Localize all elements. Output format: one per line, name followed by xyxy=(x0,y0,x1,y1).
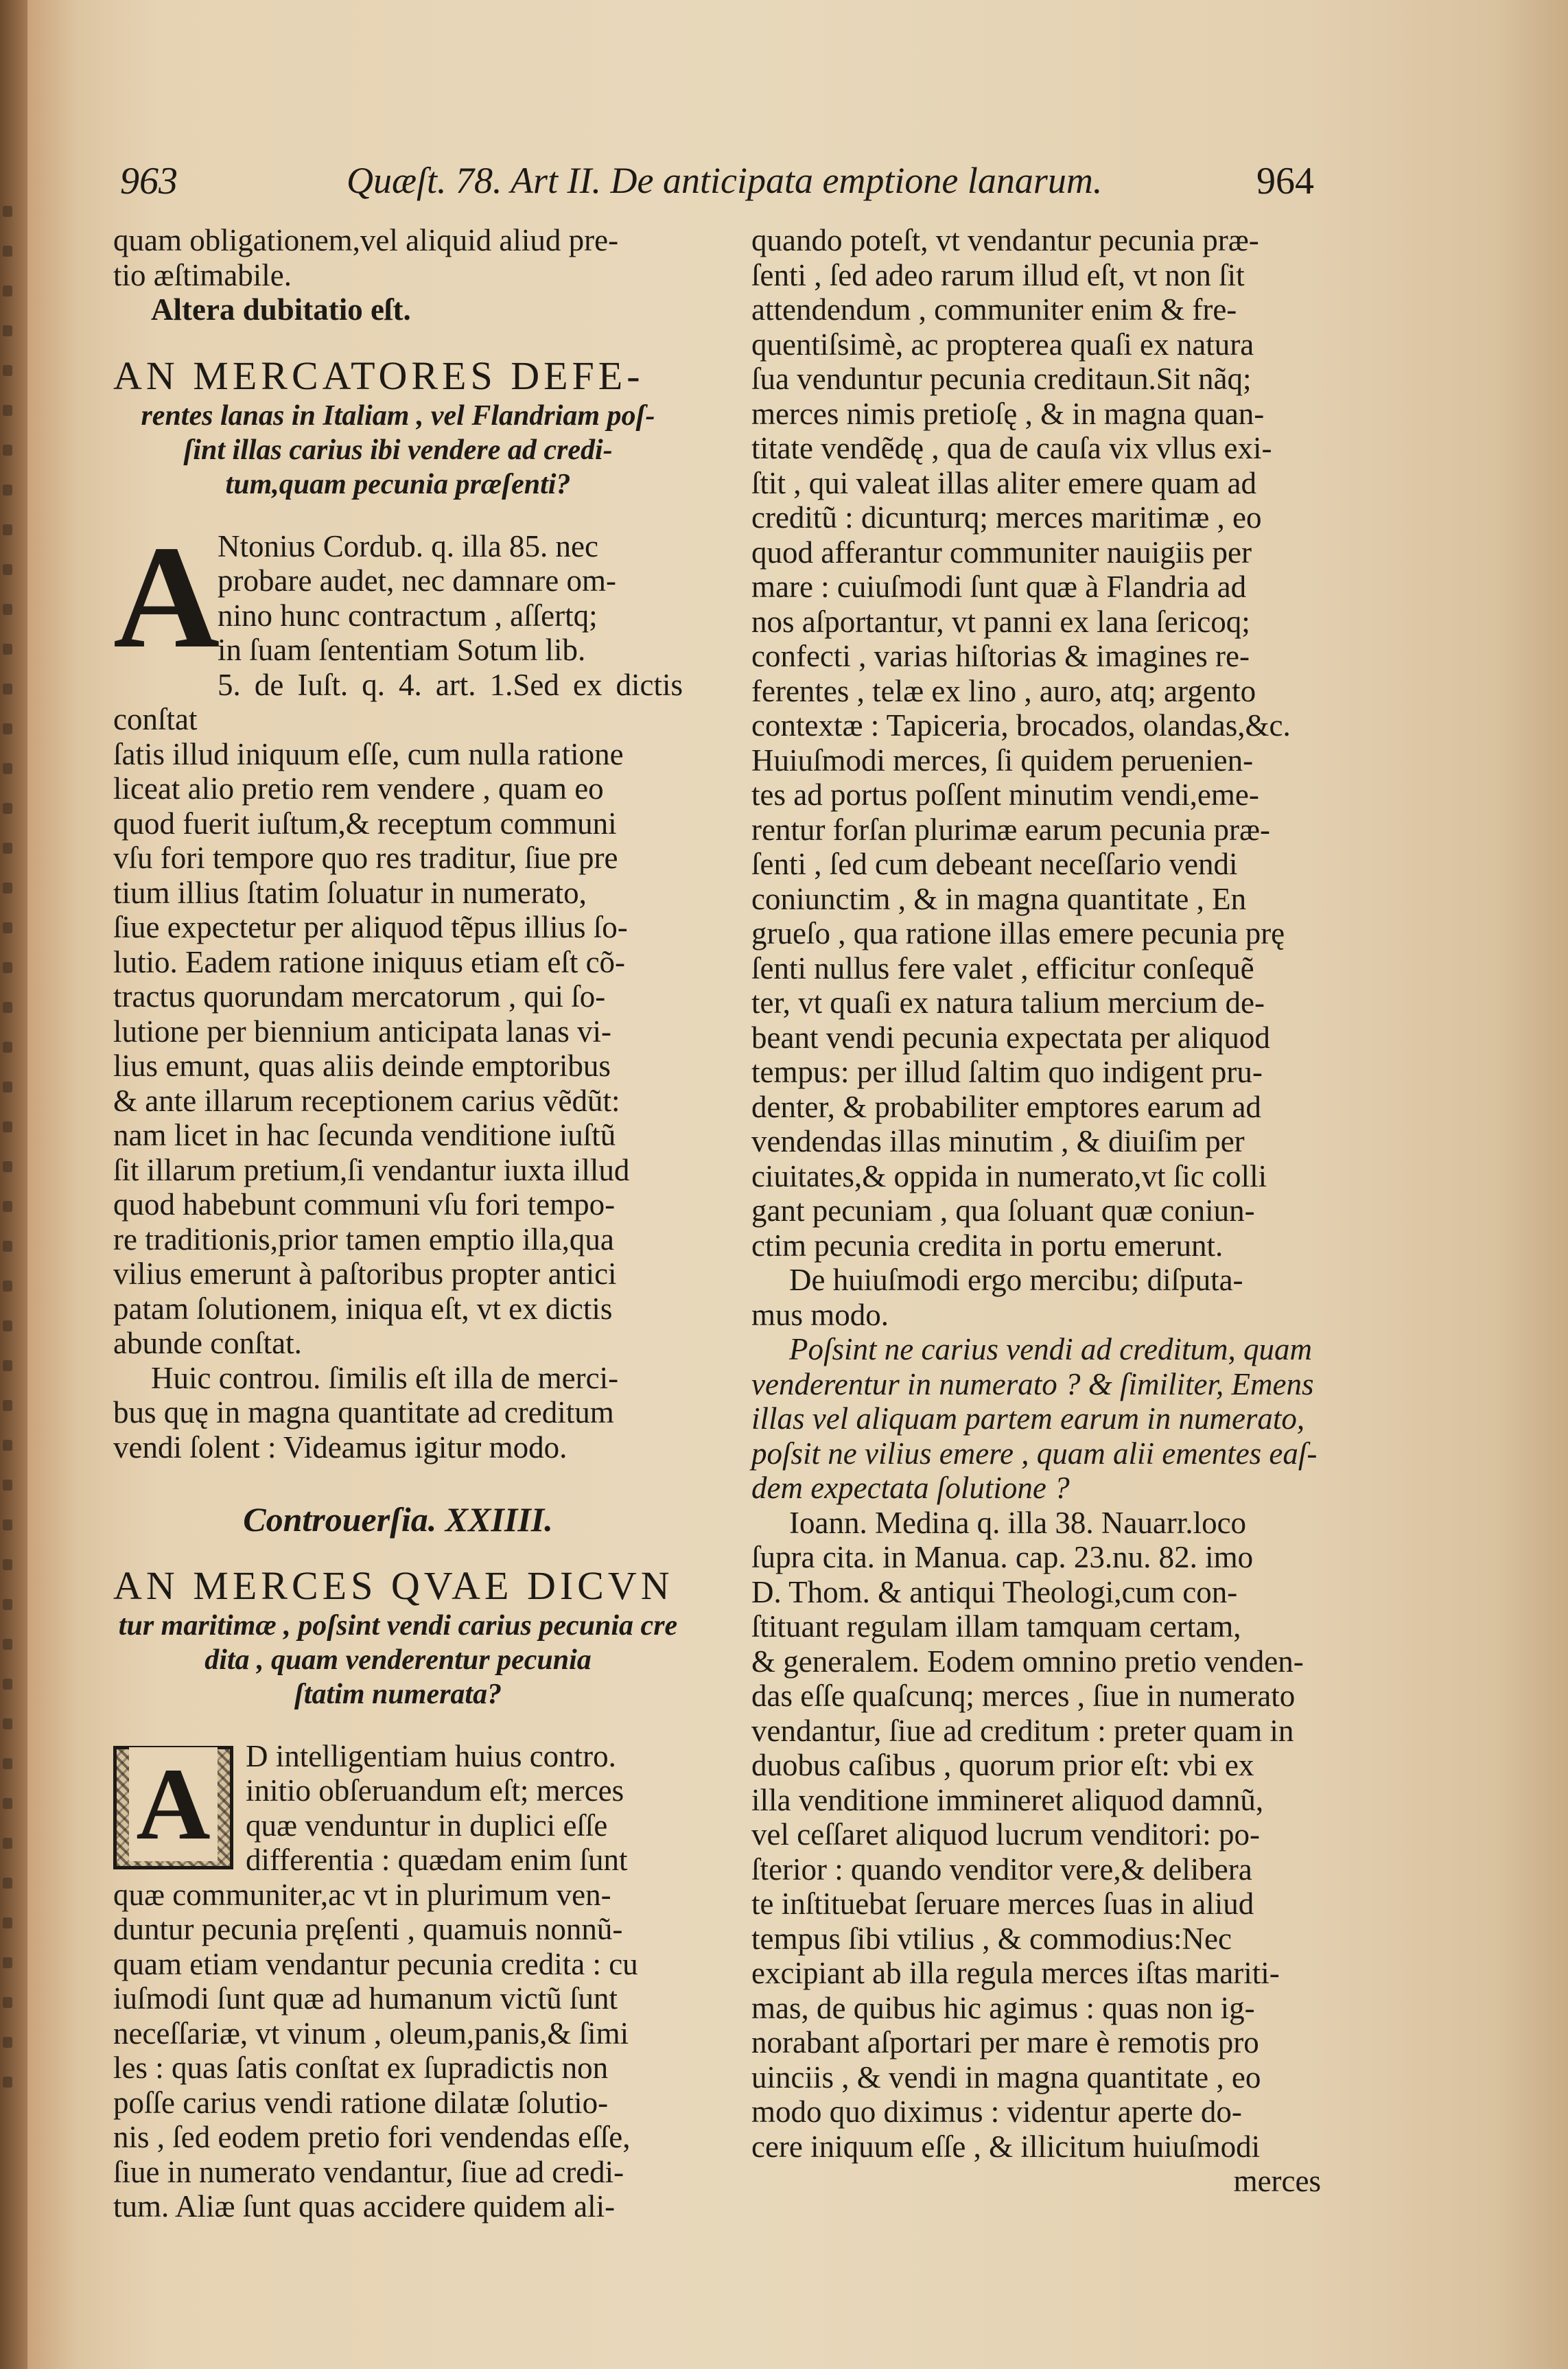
text-line: quod afferantur communiter nauigiis per xyxy=(751,535,1252,570)
text-line: tempus ſibi vtilius , & commodius:Nec xyxy=(751,1921,1232,1956)
drop-cap: A xyxy=(113,514,220,679)
text-line: ſterior : quando venditor vere,& delibera xyxy=(751,1852,1252,1887)
question-label: Altera dubitatio eſt. xyxy=(151,292,411,327)
text-line: poſſe carius vendi ratione dilatæ ſolutio- xyxy=(113,2085,609,2120)
section-subhead: ſint illas carius ibi vendere ad credi- xyxy=(183,434,613,466)
section-heading: AN MERCATORES DEFE- xyxy=(113,353,644,398)
text-line: nino hunc contractum , aſſertq; xyxy=(218,598,598,633)
text-line: lius emunt, quas aliis deinde emptoribus xyxy=(113,1049,611,1083)
text-line: les : quas ſatis conſtat ex ſupradictis non xyxy=(113,2051,609,2085)
text-line: ſua venduntur pecunia creditaun.Sit nãq; xyxy=(751,362,1252,396)
section-subhead: dita , quam venderentur pecunia xyxy=(204,1644,592,1676)
text-line: probare audet, nec damnare om- xyxy=(218,563,616,598)
text-line: quentiſsimè, ac propterea quaſi ex natura xyxy=(751,327,1254,362)
text-line: re traditionis,prior tamen emptio illa,qua xyxy=(113,1222,614,1257)
text-line: beant vendi pecunia expectata per aliquod xyxy=(751,1020,1270,1055)
catchword: merces xyxy=(1233,2164,1321,2198)
section-subhead: ſtatim numerata? xyxy=(294,1678,502,1710)
drop-cap: A xyxy=(129,1747,217,1861)
text-line: illas vel aliquam partem earum in numerato, xyxy=(751,1401,1305,1436)
text-line: poſsit ne vilius emere , quam alii ementes eaſ- xyxy=(751,1436,1318,1471)
text-line: quam obligationem,vel aliquid aliud pre- xyxy=(113,223,619,257)
text-line: contextæ : Tapiceria, brocados, olandas,&c. xyxy=(751,708,1291,743)
text-line: quod habebunt communi vſu fori tempo- xyxy=(113,1187,616,1222)
text-line: grueſo , qua ratione illas emere pecunia prę xyxy=(751,916,1285,950)
section-heading: AN MERCES QVAE DICVN xyxy=(113,1563,674,1608)
text-line: duntur pecunia pręſenti , quamuis nonnũ- xyxy=(113,1912,623,1946)
text-line: nam licet in hac ſecunda venditione iuſtũ xyxy=(113,1118,616,1152)
text-line: ſenti nullus fere valet , efficitur conſequẽ xyxy=(751,950,1254,985)
text-line: initio obſeruandum eſt; merces xyxy=(246,1773,624,1808)
text-line: rentur forſan plurimæ earum pecunia præ- xyxy=(751,812,1270,847)
text-line: quæ venduntur in duplici eſſe xyxy=(246,1808,608,1843)
text-line: ſtit , qui valeat illas aliter emere quam ad xyxy=(751,465,1256,500)
ornamental-initial xyxy=(113,1746,233,1869)
text-line: vendendas illas minutim , & diuiſim per xyxy=(751,1124,1245,1158)
text-line: das eſſe quaſcunq; merces , ſiue in numerato xyxy=(751,1679,1296,1713)
text-line: & generalem. Eodem omnino pretio venden- xyxy=(751,1644,1304,1679)
text-line: ſenti , ſed cum debeant neceſſario vendi xyxy=(751,847,1238,881)
text-line: quando poteſt, vt vendantur pecunia præ- xyxy=(751,223,1259,257)
page-number-left: 963 xyxy=(120,160,178,202)
text-line: denter, & probabiliter emptores earum ad xyxy=(751,1089,1261,1124)
text-line: ſtituant regulam illam tamquam certam, xyxy=(751,1609,1241,1644)
text-line: tes ad portus poſſent minutim vendi,eme- xyxy=(751,778,1259,812)
paragraph xyxy=(113,1739,683,2224)
text-line: Poſsint ne carius vendi ad creditum, quam xyxy=(789,1332,1312,1366)
section-subhead: tur maritimæ , poſsint vendi carius pecunia cre xyxy=(118,1609,678,1642)
text-line: gant pecuniam , qua ſoluant quæ coniun- xyxy=(751,1193,1255,1228)
text-line: mare : cuiuſmodi ſunt quæ à Flandria ad xyxy=(751,570,1247,604)
text-line: vſu fori tempore quo res traditur, ſiue pre xyxy=(113,841,618,875)
text-line: vendi ſolent : Videamus igitur modo. xyxy=(113,1429,567,1464)
text-line: venderentur in numerato ? & ſimiliter, Emens xyxy=(751,1366,1314,1401)
running-header xyxy=(120,159,1314,207)
text-line: bus quę in magna quantitate ad creditum xyxy=(113,1395,614,1429)
text-line: ſiue in numerato vendantur, ſiue ad credi- xyxy=(113,2154,624,2189)
text-line: De huiuſmodi ergo mercibu; diſputa- xyxy=(789,1263,1243,1297)
text-line: Ioann. Medina q. illa 38. Nauarr.loco xyxy=(789,1505,1247,1540)
text-line: excipiant ab illa regula merces iſtas mariti- xyxy=(751,1956,1280,1990)
running-head: Quæſt. 78. Art II. De anticipata emptione lanarum. xyxy=(347,160,1103,201)
text-line: nos aſportantur, vt panni ex lana ſericoq; xyxy=(751,604,1250,639)
text-line: lutio. Eadem ratione iniquus etiam eſt cõ- xyxy=(113,944,626,979)
text-line: coniunctim , & in magna quantitate , En xyxy=(751,881,1247,916)
text-line: 5. de Iuſt. q. 4. art. 1.Sed ex dictis conſtat xyxy=(113,667,683,736)
text-line: ſupra cita. in Manua. cap. 23.nu. 82. imo xyxy=(751,1540,1254,1574)
text-line: differentia : quædam enim ſunt xyxy=(246,1843,628,1877)
text-line: ſenti , ſed adeo rarum illud eſt, vt non ſit xyxy=(751,257,1245,292)
facing-page-edge xyxy=(3,206,27,2116)
text-line: liceat alio pretio rem vendere , quam eo xyxy=(113,771,604,806)
text-line: ter, vt quaſi ex natura talium mercium de- xyxy=(751,985,1265,1020)
text-line: D. Thom. & antiqui Theologi,cum con- xyxy=(751,1574,1238,1609)
text-line: uinciis , & vendi in magna quantitate , eo xyxy=(751,2059,1261,2094)
text-line: titate vendẽdę , qua de cauſa vix vllus exi- xyxy=(751,431,1272,465)
text-line: tium illius ſtatim ſoluatur in numerato, xyxy=(113,875,587,910)
text-line: dem expectata ſolutione ? xyxy=(751,1471,1070,1505)
text-line: confecti , varias hiſtorias & imagines re- xyxy=(751,639,1250,673)
text-line: nis , ſed eodem pretio fori vendendas eſſe, xyxy=(113,2120,631,2154)
controversia-title: Controuerſia. XXIIII. xyxy=(243,1500,553,1539)
text-line: ctim pecunia credita in portu emerunt. xyxy=(751,1228,1224,1263)
text-line: modo quo diximus : videntur aperte do- xyxy=(751,2094,1242,2129)
text-line: cere iniquum eſſe , & illicitum huiuſmodi xyxy=(751,2129,1261,2164)
text-line: mas, de quibus hic agimus : quas non ig- xyxy=(751,1990,1255,2025)
text-line: te inſtituebat ſeruare merces ſuas in aliud xyxy=(751,1887,1254,1921)
text-line: tio æſtimabile. xyxy=(113,257,292,292)
text-line: Huic controu. ſimilis eſt illa de merci- xyxy=(151,1360,619,1395)
text-line: quam etiam vendantur pecunia credita : cu xyxy=(113,1946,638,1981)
text-line: attendendum , communiter enim & fre- xyxy=(751,292,1237,327)
text-line: duobus caſibus , quorum prior eſt: vbi ex xyxy=(751,1748,1254,1782)
text-line: neceſſariæ, vt vinum , oleum,panis,& ſimi xyxy=(113,2016,629,2051)
text-line: creditũ : dicunturq; merces maritimæ , eo xyxy=(751,500,1262,535)
text-line: quæ communiter,ac vt in plurimum ven- xyxy=(113,1877,611,1912)
section-subhead: rentes lanas in Italiam , vel Flandriam poſ- xyxy=(141,399,655,432)
text-line: in ſuam ſententiam Sotum lib. xyxy=(218,633,586,667)
text-line: ſiue expectetur per aliquod tẽpus illius ſo- xyxy=(113,910,628,944)
text-line: Huiuſmodi merces, ſi quidem peruenien- xyxy=(751,743,1254,778)
page-number-right: 964 xyxy=(1256,160,1314,202)
text-line: abunde conſtat. xyxy=(113,1326,302,1360)
text-line: illa venditione immineret aliquod damnũ, xyxy=(751,1782,1264,1817)
text-line: ſatis illud iniquum eſſe, cum nulla ratione xyxy=(113,736,624,771)
text-line: vel ceſſaret aliquod lucrum venditori: po- xyxy=(751,1817,1261,1852)
text-line: ſit illarum pretium,ſi vendantur iuxta illud xyxy=(113,1152,630,1187)
text-line: tempus: per illud ſaltim quo indigent pru- xyxy=(751,1055,1263,1089)
text-line: mus modo. xyxy=(751,1297,889,1332)
text-line: tum. Aliæ ſunt quas accidere quidem ali- xyxy=(113,2189,616,2224)
section-subhead: tum,quam pecunia præſenti? xyxy=(225,468,571,500)
text-line: patam ſolutionem, iniqua eſt, vt ex dictis xyxy=(113,1291,613,1326)
text-line: D intelligentiam huius contro. xyxy=(246,1738,616,1773)
text-line: ciuitates,& oppida in numerato,vt ſic colli xyxy=(751,1158,1267,1193)
right-column xyxy=(751,223,1321,2199)
text-line: quod fuerit iuſtum,& receptum communi xyxy=(113,806,617,841)
text-line: lutione per biennium anticipata lanas vi- xyxy=(113,1014,612,1049)
text-line: vilius emerunt à paſtoribus propter antici xyxy=(113,1257,617,1291)
text-line: & ante illarum receptionem carius vẽdũt: xyxy=(113,1083,620,1118)
paragraph xyxy=(113,514,683,1361)
text-line: vendantur, ſiue ad creditum : preter quam in xyxy=(751,1713,1294,1748)
text-line: norabant aſportari per mare è remotis pro xyxy=(751,2025,1259,2059)
text-line: ferentes , telæ ex lino , auro, atq; argento xyxy=(751,673,1256,708)
left-column xyxy=(113,223,683,2224)
text-line: merces nimis pretioſę , & in magna quan- xyxy=(751,396,1265,431)
text-line: iuſmodi ſunt quæ ad humanum victũ ſunt xyxy=(113,1981,618,2016)
text-line: tractus quorundam mercatorum , qui ſo- xyxy=(113,979,606,1014)
text-line: Ntonius Cordub. q. illa 85. nec xyxy=(218,528,598,563)
